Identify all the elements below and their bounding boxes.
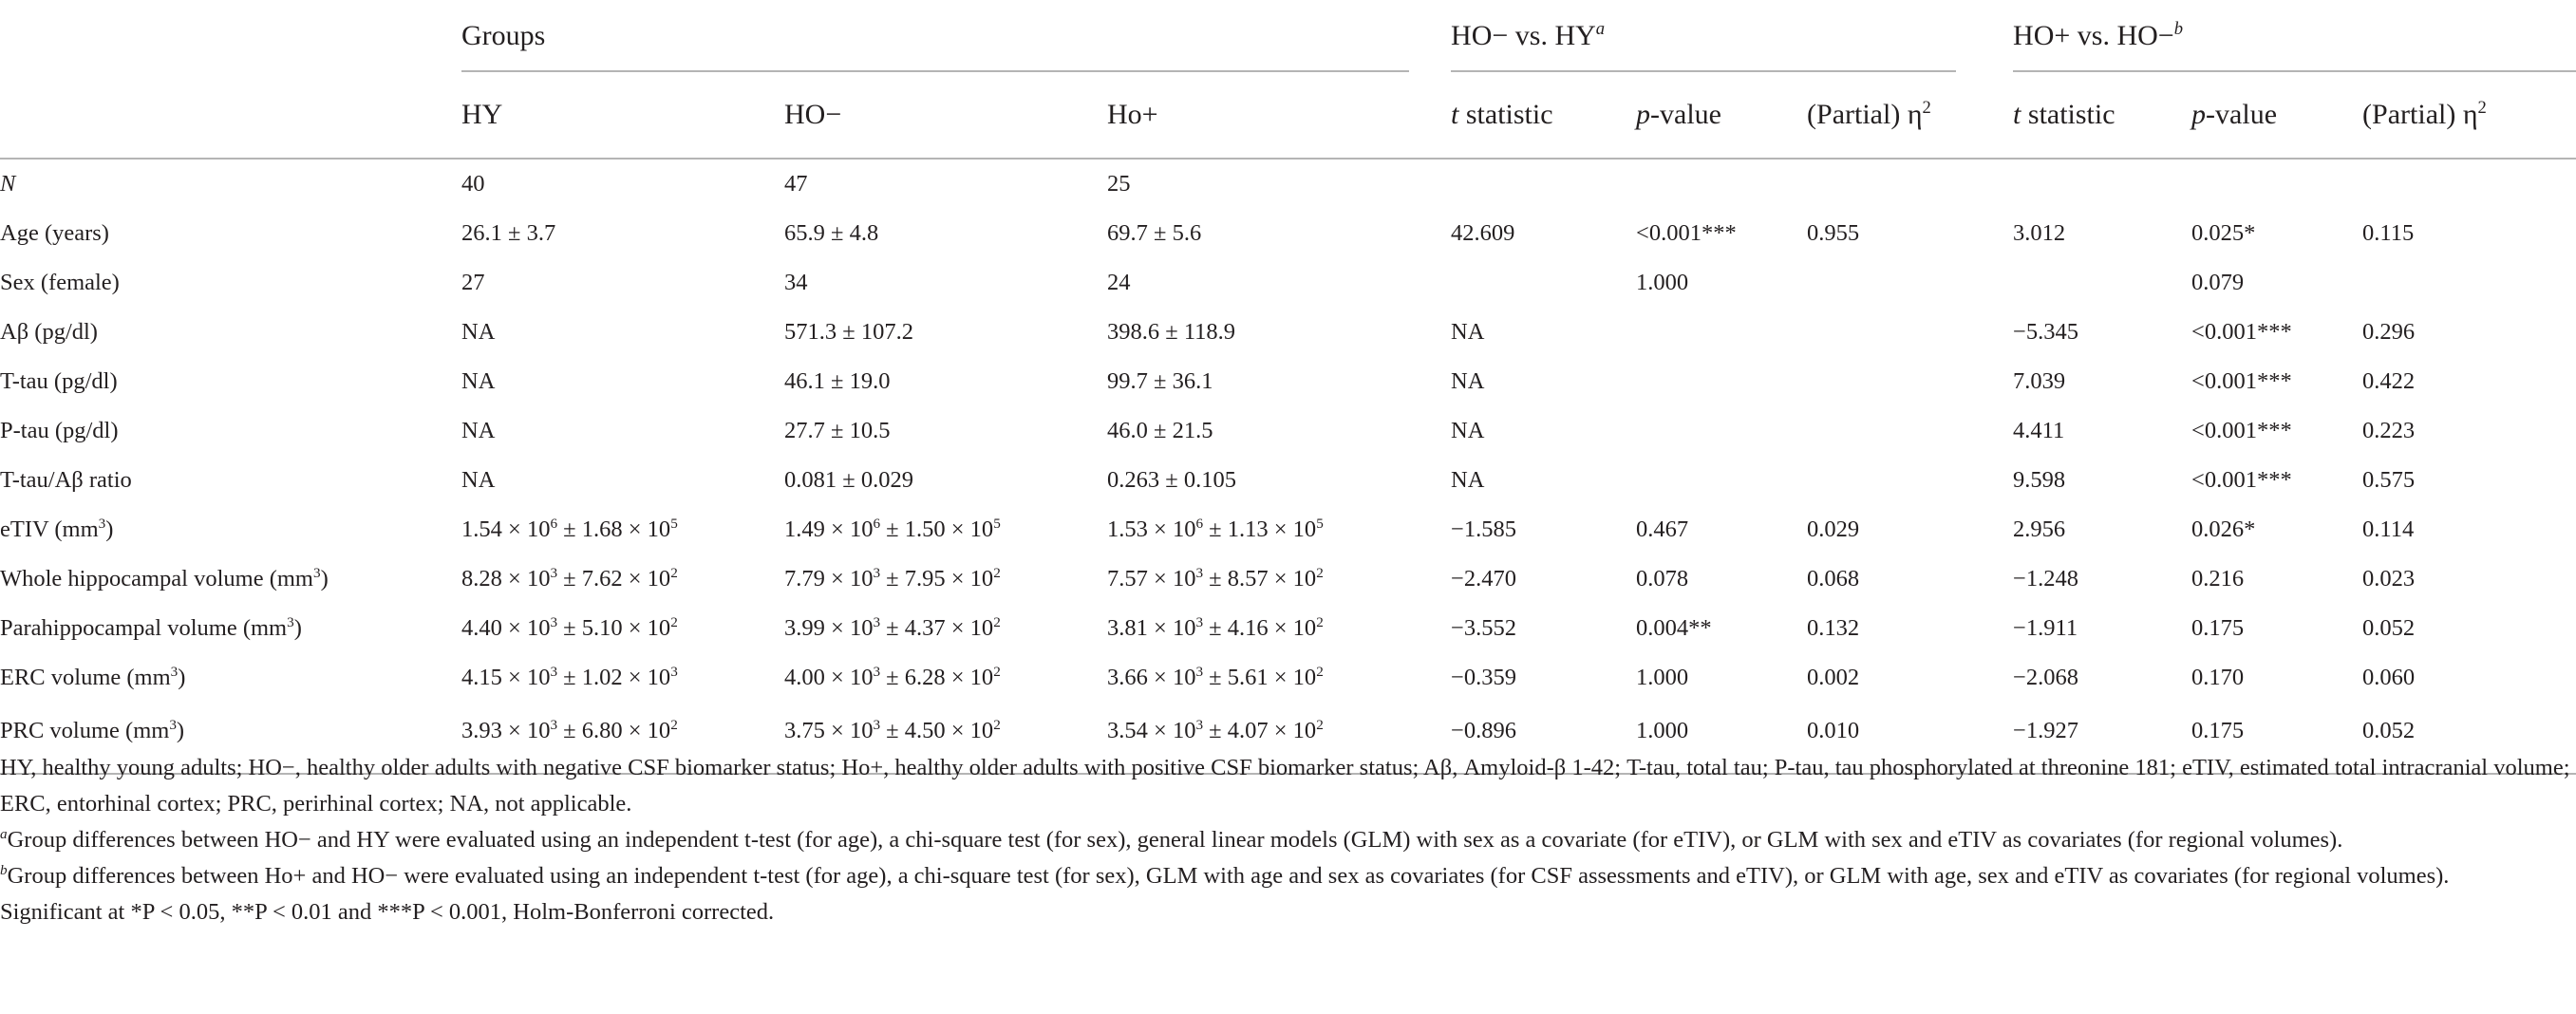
cell-p1: <0.001*** <box>1636 220 1737 246</box>
column-header-ho-plus: Ho+ <box>1107 72 1451 159</box>
row-label: N <box>0 171 16 197</box>
exponent: 3 <box>873 663 881 680</box>
cell-p1 <box>1636 308 1807 357</box>
cell-ho-plus: 24 <box>1107 270 1131 295</box>
cell-ho-plus: 25 <box>1107 171 1131 197</box>
cell-eta1: 0.068 <box>1807 566 1860 592</box>
cell-eta1 <box>1807 406 2013 456</box>
table-row <box>0 308 2576 357</box>
eta-text: (Partial) η <box>1807 99 1923 130</box>
group-header-ho-plus-vs-ho-minus <box>2013 0 2576 72</box>
cell-ho-minus: 46.1 ± 19.0 <box>784 368 891 394</box>
cell-t1: NA <box>1451 319 1485 345</box>
cell-p2 <box>2191 159 2362 209</box>
table-row <box>0 159 2576 209</box>
cell-eta1 <box>1807 308 2013 357</box>
cell-t2: −2.068 <box>2013 665 2078 690</box>
cell-eta1: 0.002 <box>1807 665 1860 690</box>
cell-ho-plus: $3.54 \times 10^3 \pm 4.07 \times 10^2$ <box>1107 703 1451 774</box>
cell-ho-minus: $3.99 \times 10^3 \pm 4.37 \times 10^2$ <box>784 613 1001 641</box>
cell-p2: 0.216 <box>2191 566 2245 592</box>
cell-ho-minus: 0.081 ± 0.029 <box>784 467 913 493</box>
cell-ho-minus: 65.9 ± 4.8 <box>784 220 879 246</box>
row-label: Parahippocampal volume $(mm^3)$ <box>0 613 302 641</box>
exponent: 5 <box>670 515 678 532</box>
cell-t2 <box>2013 258 2191 308</box>
row-label: Aβ (pg/dl) <box>0 319 98 345</box>
cell-eta1: 0.955 <box>1807 220 1860 246</box>
row-label: ERC volume $(mm^3)$ <box>0 663 186 690</box>
row-label: Sex (female) <box>0 270 120 295</box>
exponent: 6 <box>550 515 558 532</box>
cell-eta1 <box>1807 456 2013 505</box>
cell-p1 <box>1636 456 1807 505</box>
cell-eta1 <box>1807 159 2013 209</box>
cell-ho-minus: $7.79 \times 10^3 \pm 7.95 \times 10^2$ <box>784 564 1001 592</box>
cell-eta2: 0.575 <box>2362 467 2416 493</box>
empty-corner <box>0 0 461 72</box>
cell-t2: −1.927 <box>2013 703 2191 774</box>
cell-ho-minus: 34 <box>784 270 808 295</box>
footnote-b-text: Group differences between Ho+ and HO− were evaluated using an independent t-test (for age), a chi-square test (for sex), GLM with age and sex as covariates (for CSF assessments and eTIV), or GLM with age, sex and eTIV as covariates (for regional volumes). <box>7 863 2450 889</box>
cell-ho-plus: 46.0 ± 21.5 <box>1107 418 1213 443</box>
cell-eta2: 0.115 <box>2362 220 2415 246</box>
exponent: 6 <box>873 515 881 532</box>
column-header-eta-1 <box>1807 72 2013 159</box>
table-row <box>0 554 2576 604</box>
column-header-eta-2 <box>2362 72 2576 159</box>
cell-t1: NA <box>1451 368 1485 394</box>
cell-hy: NA <box>461 319 496 345</box>
cell-hy: $4.15 \times 10^3 \pm 1.02 \times 10^3$ <box>461 663 678 690</box>
cell-hy: $8.28 \times 10^3 \pm 7.62 \times 10^2$ <box>461 564 678 592</box>
cell-eta2 <box>2362 159 2576 209</box>
row-label: T-tau (pg/dl) <box>0 368 118 394</box>
column-header-p-value-1 <box>1636 72 1807 159</box>
cell-hy: $1.54 \times 10^6 \pm 1.68 \times 10^5$ <box>461 515 678 542</box>
exponent: 3 <box>1195 716 1204 733</box>
group-header-ho-plus-vs-ho-minus-text: HO+ vs. HO− <box>2013 20 2174 51</box>
exponent: 3 <box>1195 663 1204 680</box>
cell-t2: 7.039 <box>2013 368 2066 394</box>
cell-eta2: 0.422 <box>2362 368 2416 394</box>
cell-eta2: 0.114 <box>2362 516 2415 542</box>
column-header-variable <box>0 72 461 159</box>
cell-p2: 0.025* <box>2191 220 2256 246</box>
cell-ho-minus: 571.3 ± 107.2 <box>784 319 913 345</box>
group-header-row <box>0 0 2576 72</box>
eta-text: (Partial) η <box>2362 99 2478 130</box>
exponent: 3 <box>873 564 881 581</box>
cell-hy: 27 <box>461 270 485 295</box>
cell-ho-minus: $3.75 \times 10^3 \pm 4.50 \times 10^2$ <box>784 703 1107 774</box>
cell-t2: −1.248 <box>2013 566 2078 592</box>
cell-t2: 2.956 <box>2013 516 2066 542</box>
cell-t2: 3.012 <box>2013 220 2066 246</box>
exponent: 6 <box>1195 515 1204 532</box>
column-header-t-statistic-2 <box>2013 72 2191 159</box>
cell-t1 <box>1451 159 1636 209</box>
exponent: 2 <box>1316 613 1324 630</box>
exponent: 3 <box>1195 564 1204 581</box>
cell-t1: −0.896 <box>1451 703 1636 774</box>
cell-ho-minus: $4.00 \times 10^3 \pm 6.28 \times 10^2$ <box>784 663 1001 690</box>
exponent: 3 <box>550 613 558 630</box>
cell-eta1 <box>1807 258 2013 308</box>
column-header-t-statistic-1 <box>1451 72 1636 159</box>
table-row <box>0 604 2576 653</box>
row-label: T-tau/Aβ ratio <box>0 467 132 493</box>
row-label: eTIV $(mm^3)$ <box>0 515 114 542</box>
cell-eta1: 0.010 <box>1807 703 2013 774</box>
cell-t1: −2.470 <box>1451 566 1516 592</box>
cell-eta1: 0.029 <box>1807 516 1860 542</box>
column-header-p-value-2 <box>2191 72 2362 159</box>
cell-t2: 9.598 <box>2013 467 2066 493</box>
cell-p2: 0.079 <box>2191 270 2245 295</box>
footnote-mark-b: b <box>2173 19 2184 39</box>
abbreviations-note: HY, healthy young adults; HO−, healthy older adults with negative CSF biomarker status; Ho+, healthy older adults with positive CSF biomarker status; Aβ, Amyloid-β 1-42; T-tau, total tau; P-tau, tau phosphorylated at threonine 181; eTIV, estimated total intracranial volume; ERC, entorhinal cortex; PRC, perirhinal cortex; NA, not applicable. <box>0 755 2570 817</box>
exponent: 2 <box>1316 663 1324 680</box>
row-label: Age (years) <box>0 220 109 246</box>
exponent: 3 <box>873 613 881 630</box>
row-label: PRC volume $(mm^3)$ <box>0 703 461 774</box>
t-symbol: t <box>2013 99 2021 130</box>
row-label: Whole hippocampal volume $(mm^3)$ <box>0 564 329 592</box>
cell-p1 <box>1636 406 1807 456</box>
exponent: 2 <box>993 716 1001 733</box>
cell-ho-plus: $1.53 \times 10^6 \pm 1.13 \times 10^5$ <box>1107 515 1324 542</box>
table-row <box>0 258 2576 308</box>
cell-t1 <box>1451 258 1636 308</box>
exponent: 3 <box>550 663 558 680</box>
cell-eta2: 0.060 <box>2362 665 2416 690</box>
exponent: 2 <box>1316 564 1324 581</box>
cell-ho-minus: 27.7 ± 10.5 <box>784 418 891 443</box>
exponent: 2 <box>1316 716 1324 733</box>
table-row <box>0 357 2576 406</box>
cell-p1: 0.467 <box>1636 516 1689 542</box>
cell-p1: 0.004** <box>1636 615 1712 641</box>
cell-t1: −1.585 <box>1451 516 1516 542</box>
column-header-hy: HY <box>461 72 784 159</box>
cell-hy: $4.40 \times 10^3 \pm 5.10 \times 10^2$ <box>461 613 678 641</box>
cell-p2: 0.170 <box>2191 665 2245 690</box>
group-rule-ho-minus-vs-hy <box>1451 70 1956 72</box>
cell-ho-minus: $1.49 \times 10^6 \pm 1.50 \times 10^5$ <box>784 515 1001 542</box>
cell-p2: <0.001*** <box>2191 467 2292 493</box>
exponent: 3 <box>550 564 558 581</box>
cell-p2: 0.175 <box>2191 703 2362 774</box>
cell-t1: 42.609 <box>1451 220 1515 246</box>
exponent: 5 <box>1316 515 1324 532</box>
exponent: 3 <box>1195 613 1204 630</box>
cell-hy: NA <box>461 467 496 493</box>
exponent: 3 <box>550 716 558 733</box>
cell-t1: NA <box>1451 467 1485 493</box>
footnote-a-text: Group differences between HO− and HY were evaluated using an independent t-test (for age), a chi-square test (for sex), general linear models (GLM) with sex as a covariate (for eTIV), or GLM with sex and eTIV as covariates (for regional volumes). <box>7 827 2343 853</box>
exponent: 3 <box>873 716 881 733</box>
footnote-a-mark: a <box>0 825 8 842</box>
cell-hy: NA <box>461 418 496 443</box>
group-header-groups <box>461 0 1451 72</box>
exponent: 2 <box>670 564 678 581</box>
cell-t1: −0.359 <box>1451 665 1516 690</box>
table-row <box>0 505 2576 554</box>
eta-superscript: 2 <box>2477 98 2487 118</box>
group-header-groups-text: Groups <box>461 20 546 51</box>
cell-ho-minus: 47 <box>784 171 808 197</box>
cell-p2: 0.026* <box>2191 516 2256 542</box>
cell-eta2: 0.052 <box>2362 703 2576 774</box>
cell-p1: 1.000 <box>1636 270 1689 295</box>
footnote-b-mark: b <box>0 861 8 878</box>
column-header-ho-minus: HO− <box>784 72 1107 159</box>
t-symbol: t <box>1451 99 1459 130</box>
cell-eta2 <box>2362 258 2576 308</box>
t-statistic-text: statistic <box>2021 99 2115 130</box>
column-header-row <box>0 72 2576 159</box>
p-value-text: -value <box>2206 99 2278 130</box>
cell-hy: 26.1 ± 3.7 <box>461 220 556 246</box>
table-row <box>0 456 2576 505</box>
group-header-ho-minus-vs-hy-text: HO− vs. HY <box>1451 20 1596 51</box>
cell-p2: 0.175 <box>2191 615 2245 641</box>
group-rule-groups <box>461 70 1409 72</box>
significance-note: Significant at *P < 0.05, **P < 0.01 and ***P < 0.001, Holm-Bonferroni corrected. <box>0 899 775 925</box>
table-body <box>0 159 2576 774</box>
exponent: 2 <box>993 663 1001 680</box>
cell-p2: <0.001*** <box>2191 319 2292 345</box>
cell-p1 <box>1636 159 1807 209</box>
cell-eta1: 0.132 <box>1807 615 1860 641</box>
table-row <box>0 406 2576 456</box>
cell-eta2: 0.296 <box>2362 319 2416 345</box>
exponent: 3 <box>670 663 678 680</box>
t-statistic-text: statistic <box>1458 99 1553 130</box>
cell-ho-plus: 0.263 ± 0.105 <box>1107 467 1236 493</box>
cell-p1 <box>1636 357 1807 406</box>
table-row <box>0 209 2576 258</box>
cell-t2 <box>2013 159 2191 209</box>
cell-hy: 40 <box>461 171 485 197</box>
cell-ho-plus: 69.7 ± 5.6 <box>1107 220 1202 246</box>
p-symbol: p <box>2191 99 2207 130</box>
cell-t2: −5.345 <box>2013 319 2078 345</box>
cell-p1: 1.000 <box>1636 703 1807 774</box>
table-row <box>0 653 2576 703</box>
cell-p1: 1.000 <box>1636 665 1689 690</box>
footnote-mark-a: a <box>1595 19 1606 39</box>
group-header-ho-minus-vs-hy <box>1451 0 2013 72</box>
exponent: 2 <box>670 716 678 733</box>
cell-p1: 0.078 <box>1636 566 1689 592</box>
cell-hy: $3.93 \times 10^3 \pm 6.80 \times 10^2$ <box>461 703 784 774</box>
cell-ho-plus: 398.6 ± 118.9 <box>1107 319 1236 345</box>
eta-superscript: 2 <box>1922 98 1931 118</box>
cell-eta2: 0.052 <box>2362 615 2416 641</box>
cell-ho-plus: $3.66 \times 10^3 \pm 5.61 \times 10^2$ <box>1107 663 1324 690</box>
cell-hy: NA <box>461 368 496 394</box>
table-notes <box>0 750 2576 930</box>
cell-ho-plus: $3.81 \times 10^3 \pm 4.16 \times 10^2$ <box>1107 613 1324 641</box>
cell-eta1 <box>1807 357 2013 406</box>
cell-p2: <0.001*** <box>2191 368 2292 394</box>
footnote-a <box>0 822 2576 858</box>
cell-t2: 4.411 <box>2013 418 2065 443</box>
cell-t1: NA <box>1451 418 1485 443</box>
footnote-b <box>0 858 2576 894</box>
exponent: 2 <box>993 564 1001 581</box>
row-label: P-tau (pg/dl) <box>0 418 119 443</box>
cell-p2: <0.001*** <box>2191 418 2292 443</box>
cell-t1: −3.552 <box>1451 615 1516 641</box>
exponent: 2 <box>993 613 1001 630</box>
exponent: 2 <box>670 613 678 630</box>
group-rule-ho-plus-vs-ho-minus <box>2013 70 2576 72</box>
cell-eta2: 0.223 <box>2362 418 2416 443</box>
p-symbol: p <box>1636 99 1651 130</box>
cell-t2: −1.911 <box>2013 615 2078 641</box>
exponent: 5 <box>993 515 1001 532</box>
p-value-text: -value <box>1650 99 1721 130</box>
cell-ho-plus: 99.7 ± 36.1 <box>1107 368 1213 394</box>
cell-ho-plus: $7.57 \times 10^3 \pm 8.57 \times 10^2$ <box>1107 564 1324 592</box>
cell-eta2: 0.023 <box>2362 566 2416 592</box>
